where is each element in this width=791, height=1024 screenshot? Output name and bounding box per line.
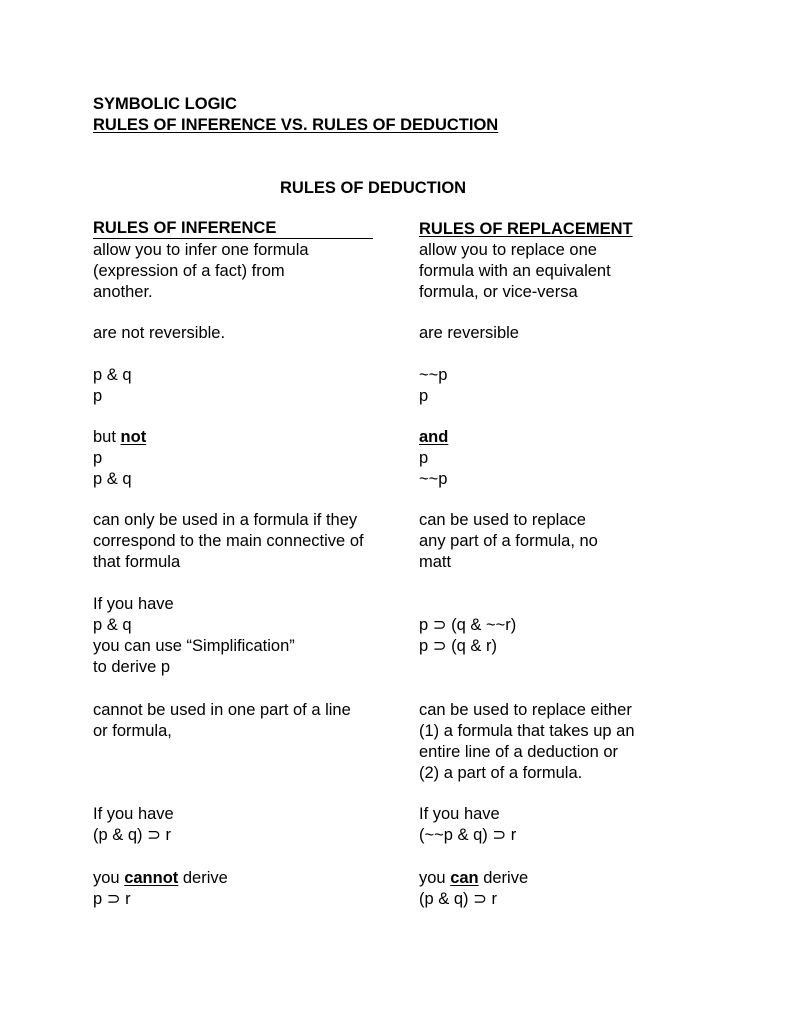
right-usage-line: can be used to replace <box>419 511 586 529</box>
not-emphasis: not <box>120 428 147 446</box>
left-usage-line: that formula <box>93 553 181 571</box>
left-example-line: p <box>93 449 103 467</box>
left-desc-line: allow you to infer one formula <box>93 241 309 259</box>
left-desc-line: another. <box>93 283 153 301</box>
left-desc-line: (expression of a fact) from <box>93 262 285 280</box>
document-subtitle: RULES OF INFERENCE VS. RULES OF DEDUCTION <box>93 116 499 134</box>
right-partial-line: can be used to replace either <box>419 701 632 719</box>
derive-prefix: you <box>419 869 451 887</box>
left-if-have: If you have <box>93 595 174 613</box>
left-usage-line: can only be used in a formula if they <box>93 511 358 529</box>
left-partial-line: cannot be used in one part of a line <box>93 701 351 719</box>
but-prefix: but <box>93 428 121 446</box>
right-desc-line: formula, or vice-versa <box>419 283 578 301</box>
left-example-line: you can use “Simplification” <box>93 637 295 655</box>
right-column-heading: RULES OF REPLACEMENT <box>419 220 633 238</box>
left-heading-text: RULES OF INFERENCE <box>93 219 277 237</box>
left-example-line: to derive p <box>93 658 171 676</box>
right-partial-line: (2) a part of a formula. <box>419 764 583 782</box>
document-title: SYMBOLIC LOGIC <box>93 95 237 113</box>
right-example-line: (p & q) ⊃ r <box>419 890 498 908</box>
right-example-line: p ⊃ (q & r) <box>419 637 498 655</box>
derive-suffix: derive <box>478 869 529 887</box>
right-example-line: p <box>419 449 429 467</box>
right-partial-line: entire line of a deduction or <box>419 743 619 761</box>
left-example-line: (p & q) ⊃ r <box>93 826 172 844</box>
right-example-line: p <box>419 387 429 405</box>
left-example-line: p ⊃ r <box>93 890 131 908</box>
left-partial-line: or formula, <box>93 722 172 740</box>
derive-suffix: derive <box>178 869 228 887</box>
right-usage-line: any part of a formula, no <box>419 532 598 550</box>
cannot-emphasis: cannot <box>124 869 179 887</box>
left-but-not <box>93 427 146 448</box>
right-derive <box>419 868 528 889</box>
left-if-have: If you have <box>93 805 174 823</box>
right-reversible: are reversible <box>419 324 519 342</box>
right-partial-line: (1) a formula that takes up an <box>419 722 635 740</box>
left-usage-line: correspond to the main connective of <box>93 532 364 550</box>
left-column-heading <box>93 219 373 239</box>
right-example-line: ~~p <box>419 366 448 384</box>
right-example-line: p ⊃ (q & ~~r) <box>419 616 517 634</box>
right-if-have: If you have <box>419 805 500 823</box>
section-title: RULES OF DEDUCTION <box>280 179 467 197</box>
left-example-line: p & q <box>93 616 132 634</box>
right-and: and <box>419 428 449 446</box>
right-example-line: (~~p & q) ⊃ r <box>419 826 517 844</box>
right-desc-line: allow you to replace one <box>419 241 597 259</box>
right-example-line: ~~p <box>419 470 448 488</box>
left-reversible: are not reversible. <box>93 324 226 342</box>
left-example-line: p & q <box>93 470 132 488</box>
derive-prefix: you <box>93 869 125 887</box>
left-example-line: p & q <box>93 366 132 384</box>
left-derive <box>93 868 228 889</box>
right-usage-line: matt <box>419 553 452 571</box>
left-example-line: p <box>93 387 103 405</box>
can-emphasis: can <box>450 869 479 887</box>
right-desc-line: formula with an equivalent <box>419 262 611 280</box>
